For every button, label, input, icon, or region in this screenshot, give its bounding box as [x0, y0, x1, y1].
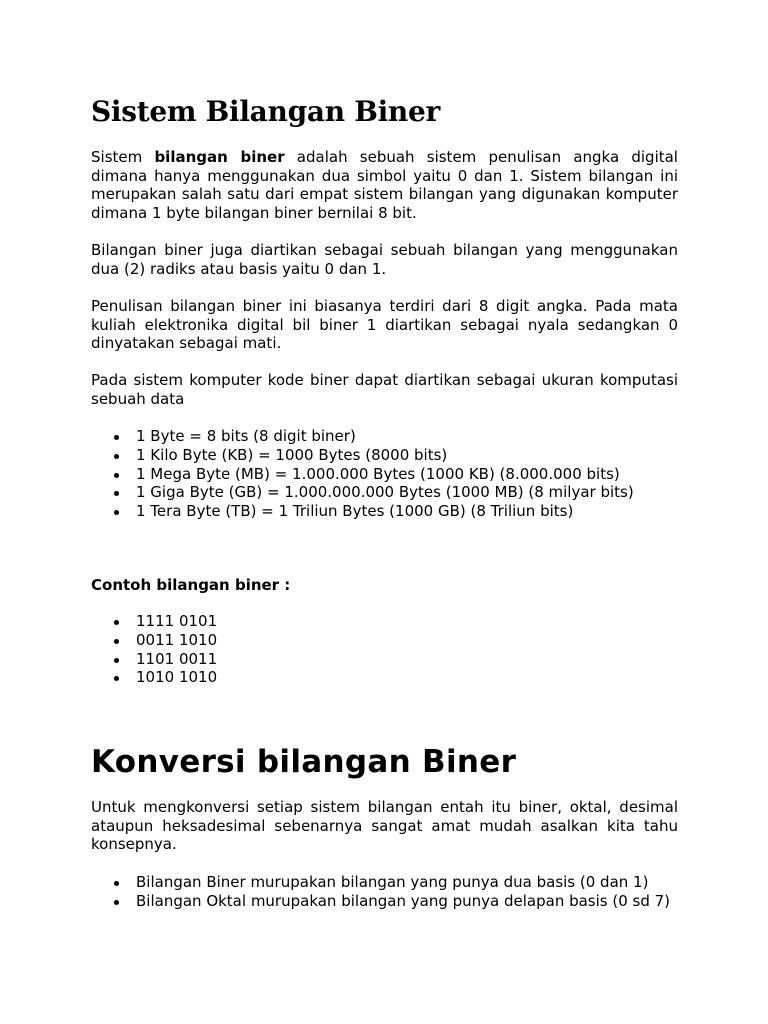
list-item: 1101 0011 — [91, 650, 217, 669]
list-item: Bilangan Biner murupakan bilangan yang punya dua basis (0 dan 1) — [91, 873, 670, 892]
list-item: 0011 1010 — [91, 631, 217, 650]
paragraph-konversi: Untuk mengkonversi setiap sistem bilangan entah itu biner, oktal, desimal ataupun heksadesimal sebenarnya sangat amat mudah asalkan kita tahu konsepnya. — [91, 798, 678, 854]
list-item: 1 Byte = 8 bits (8 digit biner) — [91, 427, 634, 446]
intro-paragraph — [91, 148, 678, 222]
paragraph-komputasi: Pada sistem komputer kode biner dapat diartikan sebagai ukuran komputasi sebuah data — [91, 371, 678, 408]
section-title-sistem-bilangan-biner: Sistem Bilangan Biner — [91, 95, 440, 128]
list-item: 1 Tera Byte (TB) = 1 Triliun Bytes (1000 GB) (8 Triliun bits) — [91, 502, 634, 521]
intro-bold-term: bilangan biner — [154, 148, 285, 166]
bases-list — [91, 873, 670, 911]
intro-suffix: adalah sebuah sistem penulisan angka digital dimana hanya menggunakan dua simbol yaitu 0 dan 1. Sistem bilangan ini merupakan salah satu dari empat sistem bilangan yang digunakan komputer dimana 1 byte bilangan biner bernilai 8 bit. — [91, 148, 678, 222]
list-item: 1010 1010 — [91, 668, 217, 687]
section-title-konversi-bilangan-biner: Konversi bilangan Biner — [91, 744, 517, 780]
intro-prefix: Sistem — [91, 148, 155, 166]
examples-list — [91, 612, 217, 687]
list-item: 1111 0101 — [91, 612, 217, 631]
examples-label: Contoh bilangan biner : — [91, 576, 291, 594]
list-item: 1 Mega Byte (MB) = 1.000.000 Bytes (1000 KB) (8.000.000 bits) — [91, 465, 634, 484]
paragraph-digit: Penulisan bilangan biner ini biasanya terdiri dari 8 digit angka. Pada mata kuliah elektronika digital bil biner 1 diartikan sebagai nyala sedangkan 0 dinyatakan sebagai mati. — [91, 297, 678, 353]
list-item: 1 Giga Byte (GB) = 1.000.000.000 Bytes (1000 MB) (8 milyar bits) — [91, 483, 634, 502]
units-list — [91, 427, 634, 521]
paragraph-radiks: Bilangan biner juga diartikan sebagai sebuah bilangan yang menggunakan dua (2) radiks atau basis yaitu 0 dan 1. — [91, 241, 678, 278]
list-item: 1 Kilo Byte (KB) = 1000 Bytes (8000 bits) — [91, 446, 634, 465]
list-item: Bilangan Oktal murupakan bilangan yang punya delapan basis (0 sd 7) — [91, 892, 670, 911]
